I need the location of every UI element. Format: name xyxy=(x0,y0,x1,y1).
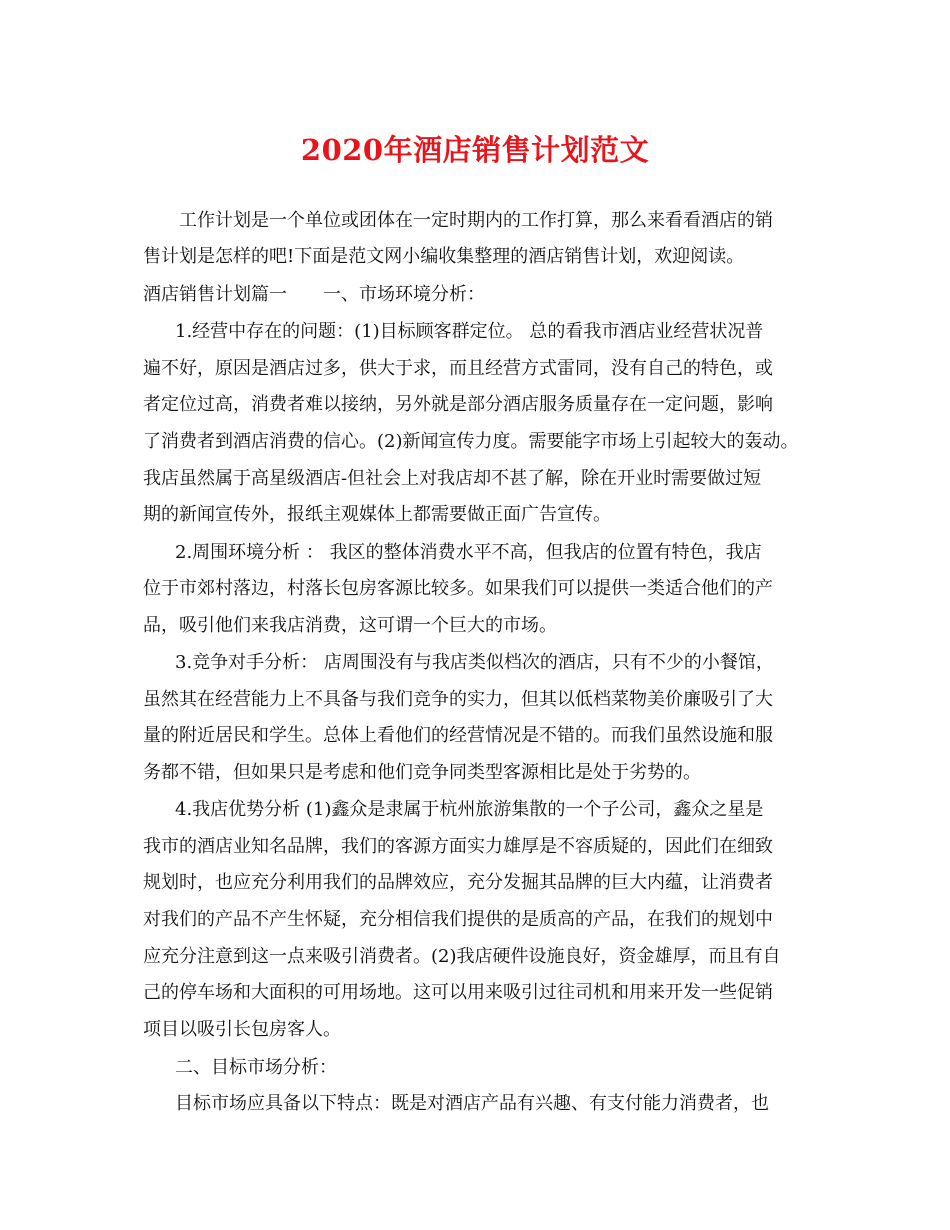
text-line: 4.我店优势分析 (1)鑫众是隶属于杭州旅游集散的一个子公司，鑫众之星是 xyxy=(175,799,764,820)
text-line: 了消费者到酒店消费的信心。(2)新闻宣传力度。需要能字市场上引起较大的轰动。 xyxy=(143,431,799,452)
text-line: 品，吸引他们来我店消费，这可谓一个巨大的市场。 xyxy=(143,615,557,636)
text-line: 位于市郊村落边，村落长包房客源比较多。如果我们可以提供一类适合他们的产 xyxy=(143,578,773,599)
text-line: 目标市场应具备以下特点：既是对酒店产品有兴趣、有支付能力消费者，也 xyxy=(175,1093,769,1114)
text-line: 己的停车场和大面积的可用场地。这可以用来吸引过往司机和用来开发一些促销 xyxy=(143,982,773,1003)
text-line: 量的附近居民和学生。总体上看他们的经营情况是不错的。而我们虽然设施和服 xyxy=(143,725,773,746)
text-line: 1.经营中存在的问题：(1)目标顾客群定位。 总的看我市酒店业经营状况普 xyxy=(175,321,764,342)
text-line: 对我们的产品不产生怀疑，充分相信我们提供的是质高的产品，在我们的规划中 xyxy=(143,909,773,930)
page-title: 2020年酒店销售计划范文 xyxy=(300,133,650,167)
text-line: 售计划是怎样的吧!下面是范文网小编收集整理的酒店销售计划，欢迎阅读。 xyxy=(143,246,745,267)
text-line: 我市的酒店业知名品牌，我们的客源方面实力雄厚是不容质疑的，因此们在细致 xyxy=(143,836,773,857)
text-line: 项目以吸引长包房客人。 xyxy=(143,1019,341,1040)
text-line: 工作计划是一个单位或团体在一定时期内的工作打算，那么来看看酒店的销 xyxy=(179,210,773,231)
text-line: 虽然其在经营能力上不具备与我们竞争的实力，但其以低档菜物美价廉吸引了大 xyxy=(143,689,773,710)
text-line: 我店虽然属于高星级酒店-但社会上对我店却不甚了解，除在开业时需要做过短 xyxy=(143,468,762,489)
text-line: 者定位过高，消费者难以接纳，另外就是部分酒店服务质量存在一定问题，影响 xyxy=(143,394,773,415)
text-line: 遍不好，原因是酒店过多，供大于求，而且经营方式雷同，没有自己的特色，或 xyxy=(143,358,773,379)
text-line: 酒店销售计划篇一 一、市场环境分析： xyxy=(143,284,485,305)
text-line: 期的新闻宣传外，报纸主观媒体上都需要做正面广告宣传。 xyxy=(143,504,611,525)
text-line: 务都不错，但如果只是考虑和他们竞争同类型客源相比是处于劣势的。 xyxy=(143,762,701,783)
text-line: 3.竞争对手分析： 店周围没有与我店类似档次的酒店，只有不少的小餐馆， xyxy=(175,652,774,673)
text-line: 二、目标市场分析： xyxy=(175,1057,337,1078)
text-line: 2.周围环境分析 ： 我区的整体消费水平不高，但我店的位置有特色，我店 xyxy=(175,542,762,563)
text-line: 规划时，也应充分利用我们的品牌效应，充分发掘其品牌的巨大内蕴，让消费者 xyxy=(143,872,773,893)
text-line: 应充分注意到这一点来吸引消费者。(2)我店硬件设施良好，资金雄厚，而且有自 xyxy=(143,946,781,967)
